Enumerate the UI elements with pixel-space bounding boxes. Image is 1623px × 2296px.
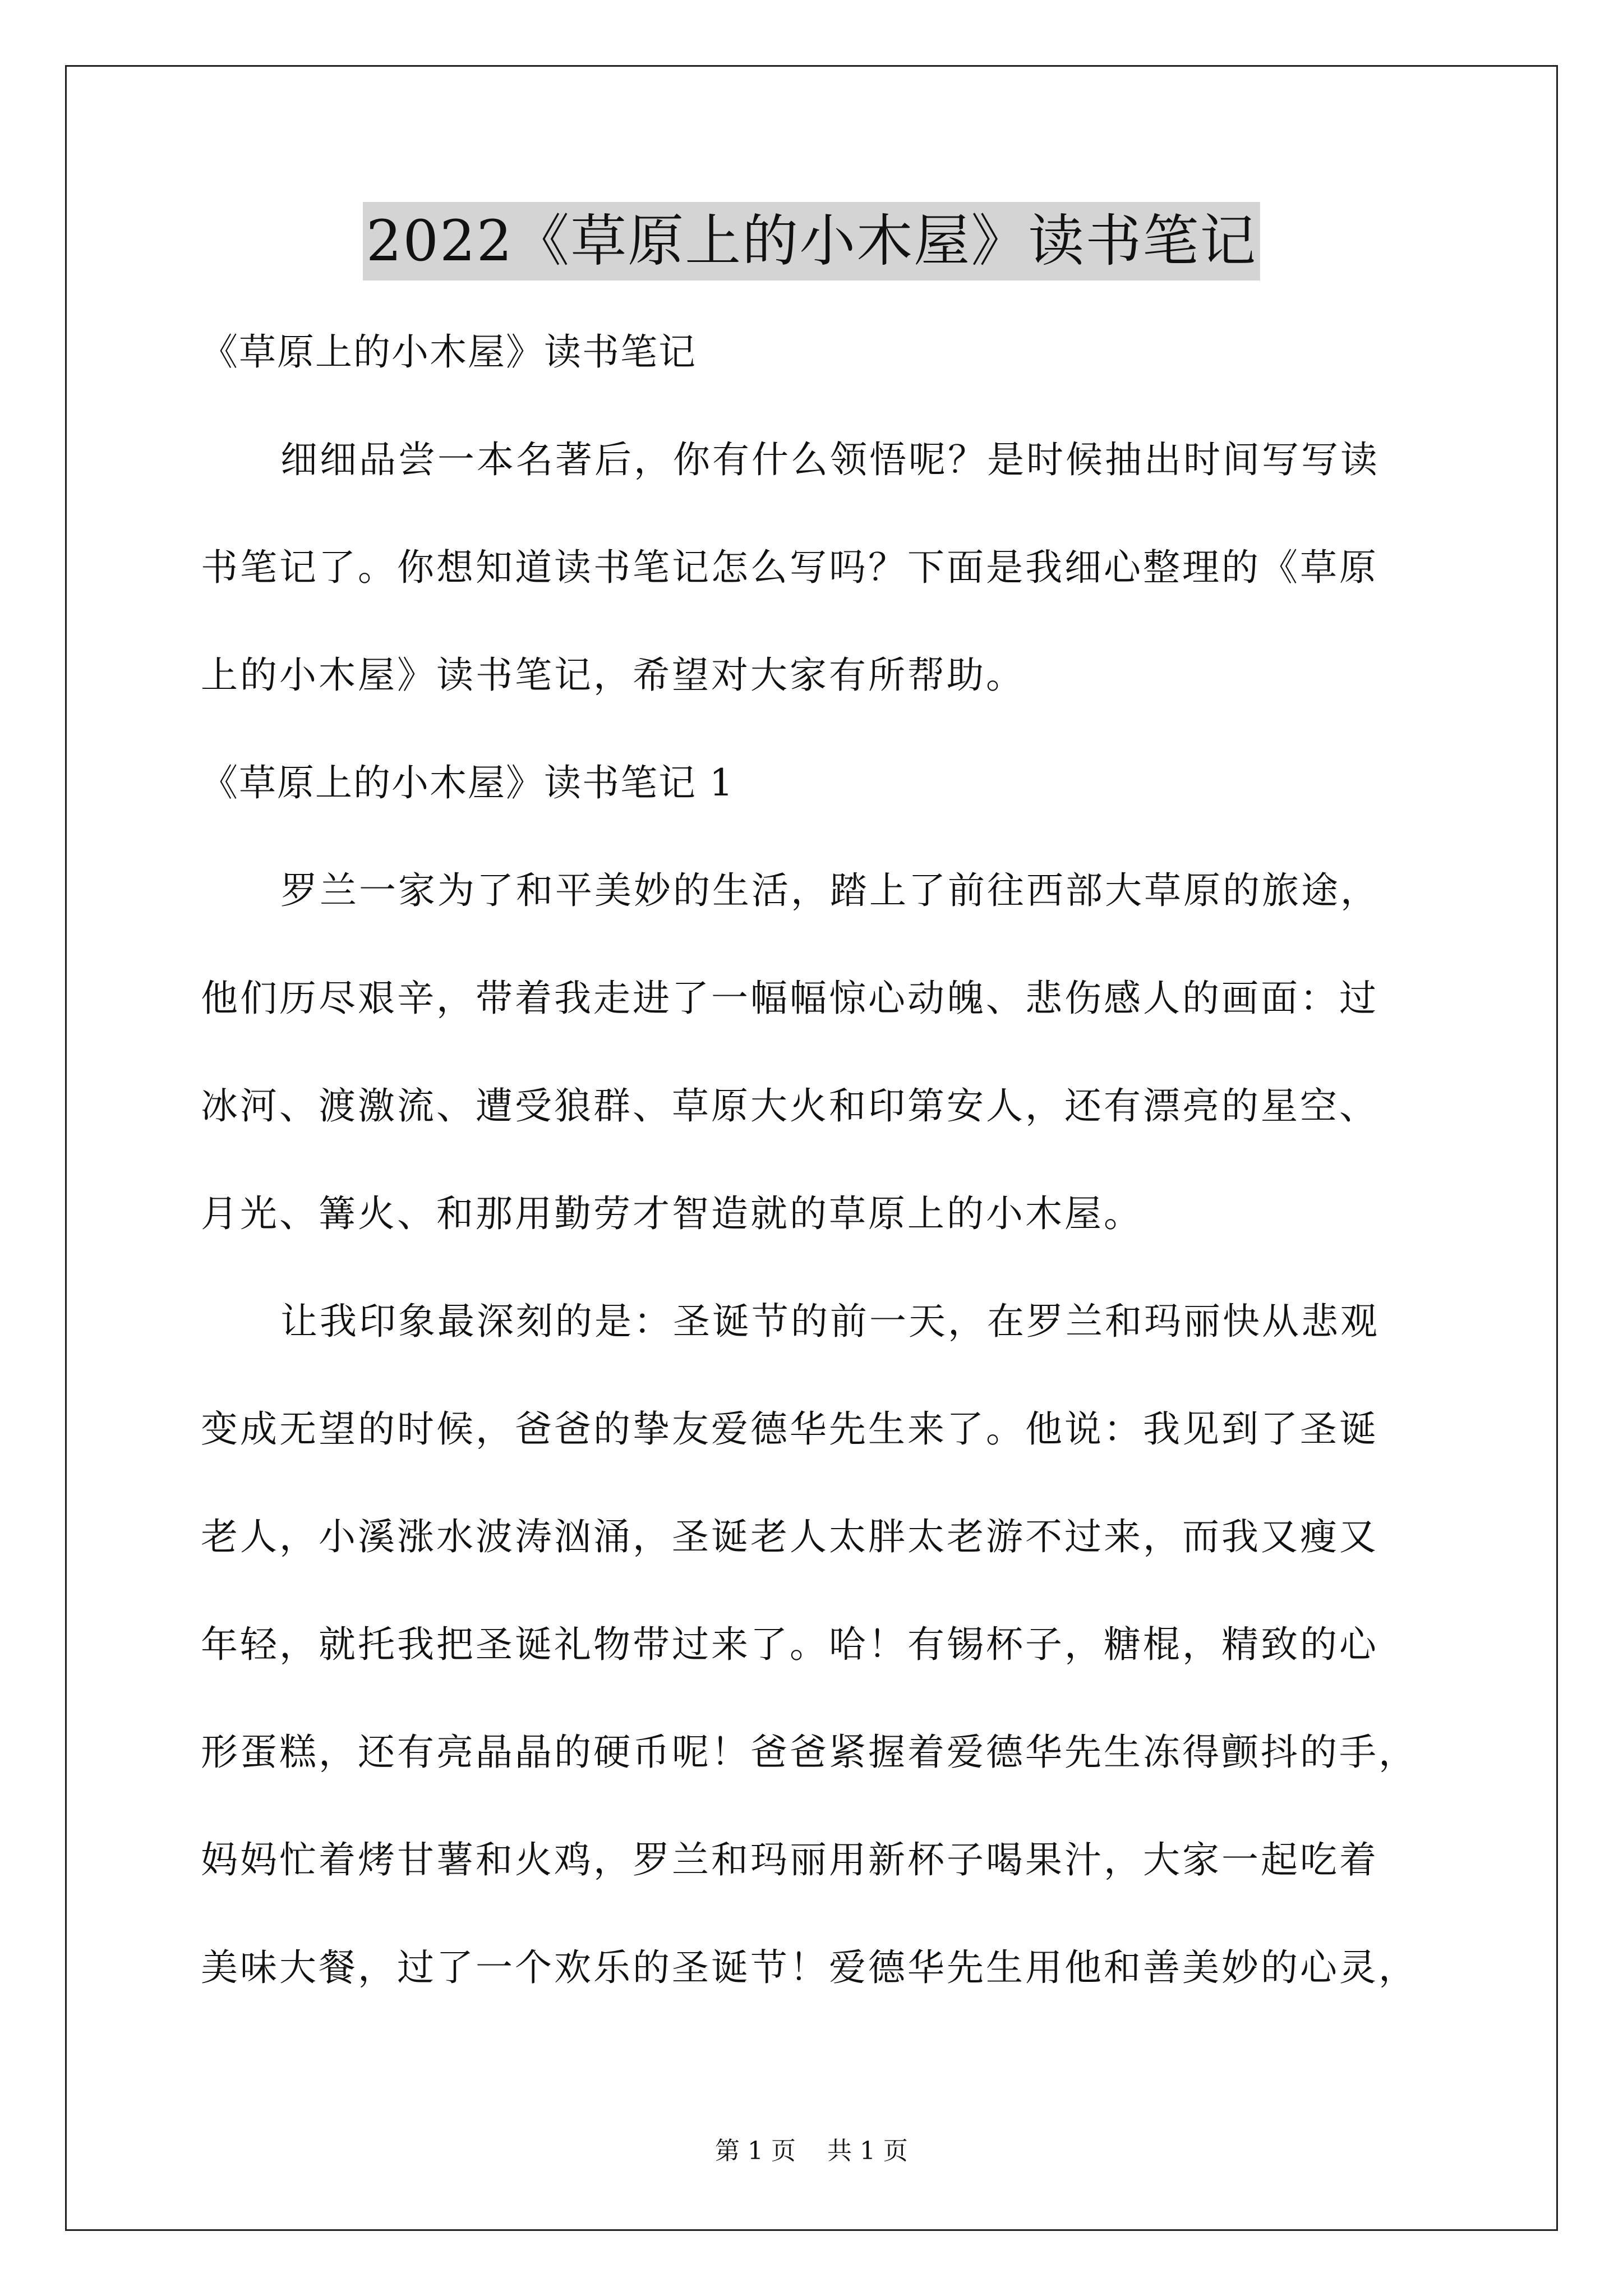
document-title: 2022《草原上的小木屋》读书笔记 — [363, 202, 1261, 280]
body-line: 变成无望的时候，爸爸的挚友爱德华先生来了。他说：我见到了圣诞 — [201, 1407, 1378, 1451]
body-line: 月光、篝火、和那用勤劳才智造就的草原上的小木屋。 — [201, 1192, 1143, 1235]
body-line: 上的小木屋》读书笔记，希望对大家有所帮助。 — [201, 654, 1025, 697]
body-line: 老人，小溪涨水波涛汹涌，圣诞老人太胖太老游不过来，而我又瘦又 — [201, 1515, 1378, 1558]
body-line: 美味大餐，过了一个欢乐的圣诞节！爱德华先生用他和善美妙的心灵， — [201, 1946, 1418, 1989]
body-line: 细细品尝一本名著后，你有什么领悟呢？是时候抽出时间写写读 — [280, 438, 1380, 481]
body-line: 形蛋糕，还有亮晶晶的硬币呢！爸爸紧握着爱德华先生冻得颤抖的手， — [201, 1731, 1418, 1774]
body-line: 罗兰一家为了和平美妙的生活，踏上了前往西部大草原的旅途， — [280, 869, 1380, 912]
body-line: 冰河、渡激流、遭受狼群、草原大火和印第安人，还有漂亮的星空、 — [201, 1084, 1378, 1128]
body-line: 妈妈忙着烤甘薯和火鸡，罗兰和玛丽用新杯子喝果汁，大家一起吃着 — [201, 1838, 1378, 1881]
document-body — [201, 298, 1435, 2022]
section-heading: 《草原上的小木屋》读书笔记 1 — [201, 761, 734, 804]
body-line: 年轻，就托我把圣诞礼物带过来了。哈！有锡杯子，糖棍，精致的心 — [201, 1623, 1378, 1666]
body-line: 他们历尽艰辛，带着我走进了一幅幅惊心动魄、悲伤感人的画面：过 — [201, 977, 1378, 1020]
body-line: 让我印象最深刻的是：圣诞节的前一天，在罗兰和玛丽快从悲观 — [280, 1300, 1380, 1343]
body-line: 书笔记了。你想知道读书笔记怎么写吗？下面是我细心整理的《草原 — [201, 546, 1378, 589]
section-heading: 《草原上的小木屋》读书笔记 — [201, 330, 697, 374]
title-container — [0, 202, 1623, 280]
page-footer: 第 1 页 共 1 页 — [715, 2137, 908, 2165]
